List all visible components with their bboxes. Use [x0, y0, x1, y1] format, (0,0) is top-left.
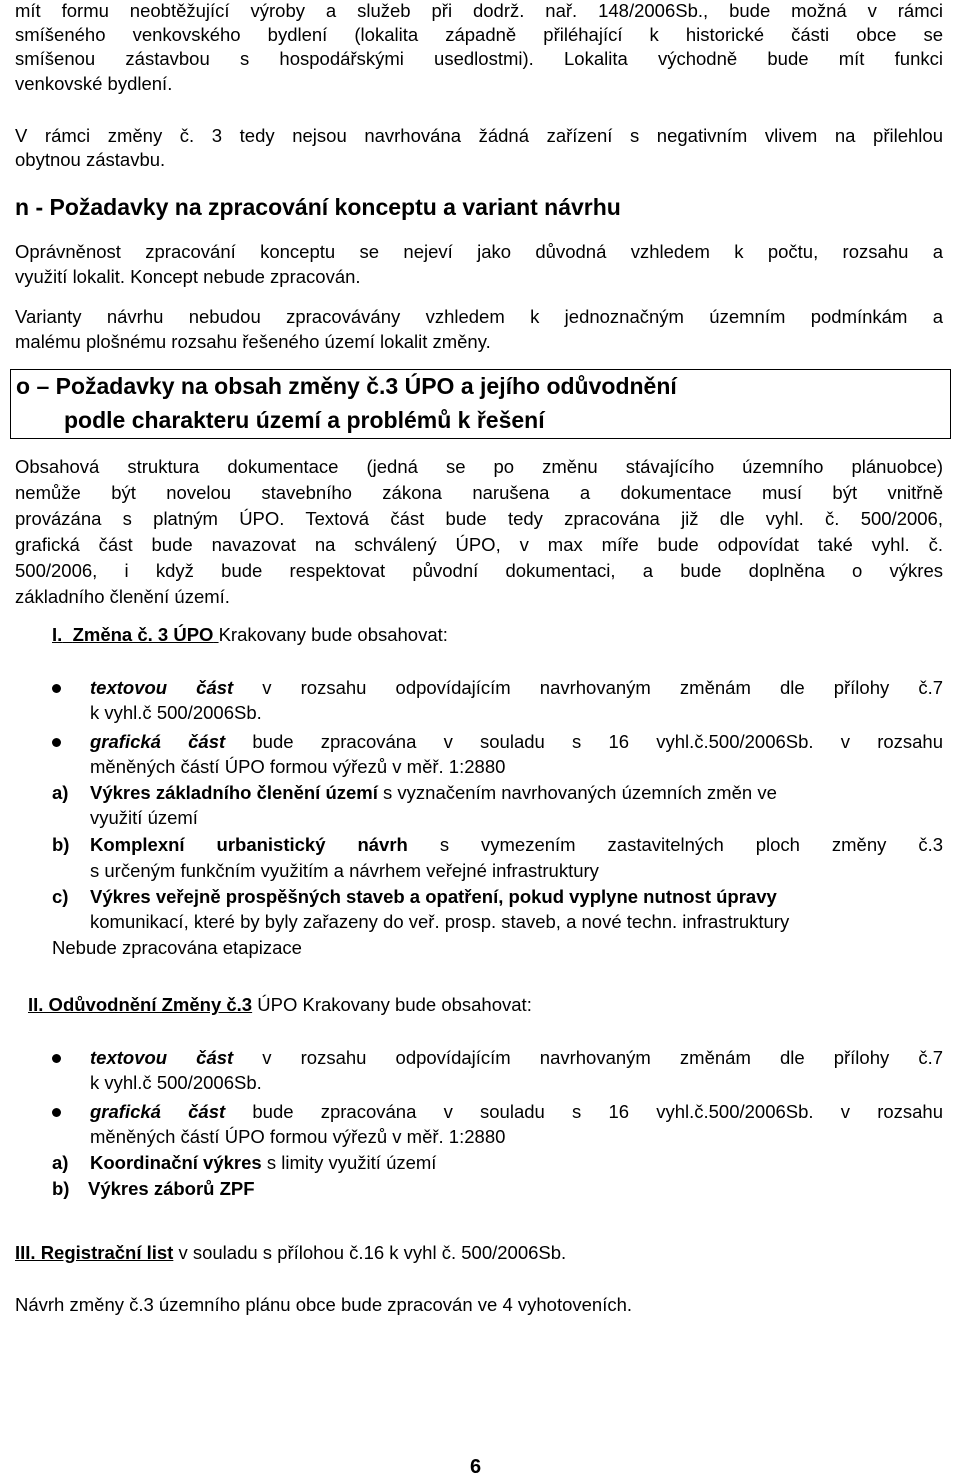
intro-line: smíšenou zástavbou s hospodářskými usedlostmi). Lokalita východně bude mít funkci	[15, 48, 943, 69]
part1-bullet-text: textovou část v rozsahu odpovídajícím navrhovaným změnám dle přílohy č.7	[90, 677, 943, 698]
section-o-heading: o – Požadavky na obsah změny č.3 ÚPO a jejího odůvodnění	[16, 373, 677, 399]
section-o-line: nemůže být novelou stavebního zákona narušena a dokumentace musí být vnitřně	[15, 482, 943, 503]
part2-bullet-text: textovou část v rozsahu odpovídajícím navrhovaným změnám dle přílohy č.7	[90, 1047, 943, 1068]
part3-heading	[15, 1242, 566, 1264]
part2-heading	[28, 994, 532, 1016]
part1-item-c-cont: komunikací, které by byly zařazeny do veř. prosp. staveb, a nové techn. infrastruktury	[90, 911, 790, 932]
bullet-icon	[52, 684, 61, 693]
intro-line: mít formu neobtěžující výroby a služeb při dodrž. nař. 148/2006Sb., bude možná v rámci	[15, 0, 943, 21]
section-n-line: malému plošnému rozsahu řešeného území lokalit změny.	[15, 331, 491, 352]
item-label: a)	[52, 782, 69, 803]
intro-line: V rámci změny č. 3 tedy nejsou navrhována žádná zařízení s negativním vlivem na přilehlou	[15, 125, 943, 146]
part2-item-a: Koordinační výkres s limity využití území	[90, 1152, 437, 1173]
item-label: b)	[52, 834, 70, 855]
item-label: b)	[52, 1178, 70, 1199]
part2-bullet-graphic-cont: měněných částí ÚPO formou výřezů v měř. 1:2880	[90, 1126, 506, 1147]
item-label: a)	[52, 1152, 69, 1173]
section-n-line: Oprávněnost zpracování konceptu se nejeví jako důvodná vzhledem k počtu, rozsahu a	[15, 241, 943, 262]
part1-num: I.	[52, 624, 63, 645]
part2-title: II. Odůvodnění Změny č.3	[28, 994, 253, 1015]
part2-bullet-text-cont: k vyhl.č 500/2006Sb.	[90, 1072, 262, 1093]
item-label: c)	[52, 886, 69, 907]
closing-line: Návrh změny č.3 územního plánu obce bude zpracován ve 4 vyhotoveních.	[15, 1294, 633, 1315]
section-o-subheading: podle charakteru území a problémů k řešení	[64, 407, 545, 433]
part1-title: Změna č. 3 ÚPO	[72, 624, 214, 645]
section-n-line: Varianty návrhu nebudou zpracovávány vzhledem k jednoznačným územním podmínkám a	[15, 306, 943, 327]
part2-bullet-graphic: grafická část bude zpracována v souladu s 16 vyhl.č.500/2006Sb. v rozsahu	[90, 1101, 944, 1122]
part1-item-b: Komplexní urbanistický návrh s vymezením zastavitelných ploch změny č.3	[90, 834, 943, 855]
section-o-line: základního členění území.	[15, 586, 230, 607]
part1-item-b-cont: s určeným funkčním využitím a návrhem veřejné infrastruktury	[90, 860, 599, 881]
part1-bullet-text-cont: k vyhl.č 500/2006Sb.	[90, 702, 262, 723]
section-o-heading-box	[10, 369, 951, 439]
section-n-line: využití lokalit. Koncept nebude zpracován.	[15, 266, 361, 287]
section-n-heading: n - Požadavky na zpracování konceptu a variant návrhu	[15, 194, 621, 220]
part1-heading	[52, 624, 448, 646]
part1-bullet-graphic: grafická část bude zpracována v souladu s 16 vyhl.č.500/2006Sb. v rozsahu	[90, 731, 944, 752]
part1-item-c: Výkres veřejně prospěšných staveb a opatření, pokud vyplyne nutnost úpravy	[90, 886, 777, 907]
part1-item-a: Výkres základního členění území s vyznačením navrhovaných územních změn ve	[90, 782, 777, 803]
part1-rest: Krakovany bude obsahovat:	[218, 624, 448, 645]
bullet-icon	[52, 1054, 61, 1063]
section-o-line: provázána s platným ÚPO. Textová část bude tedy zpracována již dle vyhl. č. 500/2006,	[15, 508, 943, 529]
section-o-line: grafická část bude navazovat na schválený ÚPO, v max míře bude odpovídat také vyhl. č.	[15, 534, 943, 555]
intro-line: venkovské bydlení.	[15, 73, 173, 94]
intro-line: obytnou zástavbu.	[15, 149, 166, 170]
part3-rest: v souladu s přílohou č.16 k vyhl č. 500/2006Sb.	[178, 1242, 567, 1263]
bullet-icon	[52, 738, 61, 747]
part1-etapizace: Nebude zpracována etapizace	[52, 937, 302, 958]
page-number: 6	[470, 1456, 482, 1478]
part1-bullet-graphic-cont: měněných částí ÚPO formou výřezů v měř. 1:2880	[90, 756, 506, 777]
part2-rest: ÚPO Krakovany bude obsahovat:	[257, 994, 532, 1015]
part3-title: III. Registrační list	[15, 1242, 174, 1263]
bullet-icon	[52, 1108, 61, 1117]
part1-item-a-cont: využití území	[90, 807, 198, 828]
section-o-line: Obsahová struktura dokumentace (jedná se po změnu stávajícího územního plánuobce)	[15, 456, 943, 477]
part2-item-b: Výkres záborů ZPF	[88, 1178, 255, 1199]
intro-line: smíšeného venkovského bydlení (lokalita západně přiléhající k historické části obce se	[15, 24, 943, 45]
section-o-line: 500/2006, i když bude respektovat původní dokumentaci, a bude doplněna o výkres	[15, 560, 943, 581]
